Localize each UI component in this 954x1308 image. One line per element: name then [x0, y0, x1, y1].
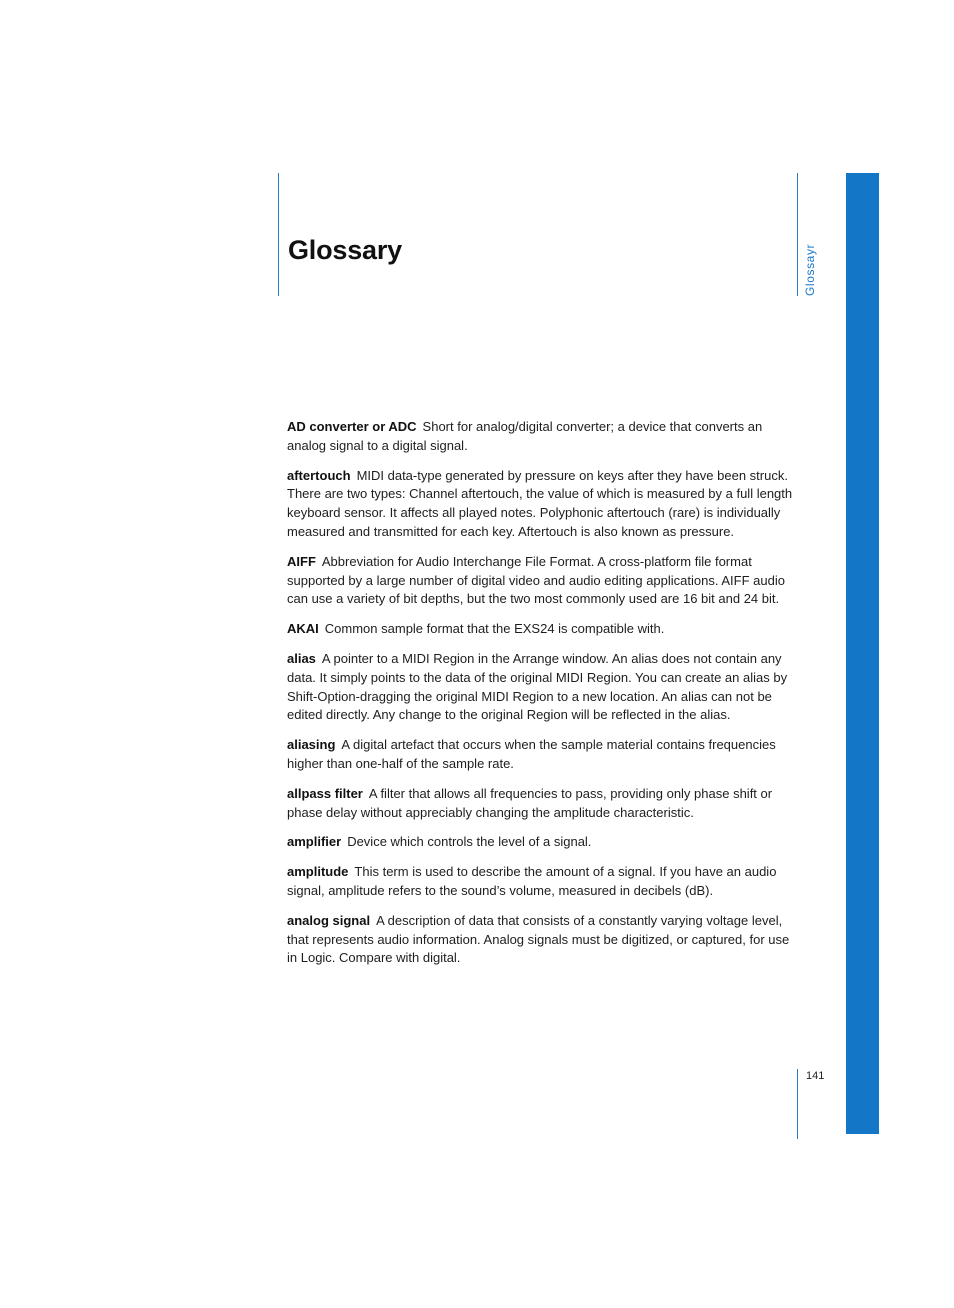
glossary-entry — [287, 912, 793, 968]
glossary-definition: Short for analog/digital converter; a device that converts an analog signal to a digital signal. — [287, 419, 763, 453]
glossary-entry — [287, 785, 793, 823]
glossary-entry — [287, 418, 793, 456]
glossary-term: amplitude — [287, 864, 349, 880]
glossary-entry — [287, 863, 793, 901]
glossary-entry — [287, 650, 793, 725]
glossary-term: AKAI — [287, 621, 319, 637]
chapter-side-tab — [846, 173, 879, 1134]
glossary-definition: Common sample format that the EXS24 is compatible with. — [324, 621, 665, 637]
glossary-term: AIFF — [287, 553, 316, 569]
glossary-entry — [287, 467, 793, 542]
glossary-definition: A pointer to a MIDI Region in the Arrange window. An alias does not contain any data. It simply points to the data of the original MIDI Region. You can create an alias by Shift-Option-dragging the original MIDI Region to a new location. An alias can not be edited directly. Any change to the original Region will be reflected in the alias. — [287, 650, 788, 723]
glossary-entry — [287, 553, 793, 609]
footer-rule-right — [797, 1069, 798, 1139]
glossary-term: alias — [287, 650, 316, 666]
glossary-definition: A filter that allows all frequencies to pass, providing only phase shift or phase delay without appreciably changing the amplitude characteristic. — [287, 785, 773, 820]
title-rule-right — [797, 173, 798, 296]
glossary-list — [287, 418, 793, 979]
glossary-entry — [287, 620, 793, 639]
glossary-term: amplifier — [287, 834, 342, 850]
glossary-definition: A digital artefact that occurs when the sample material contains frequencies higher than one-half of the sample rate. — [287, 737, 776, 771]
glossary-definition: Abbreviation for Audio Interchange File Format. A cross-platform file format supported by a large number of digital video and audio editing applications. AIFF audio can use a variety of bit depths, but the two most commonly used are 16 bit and 24 bit. — [287, 553, 785, 607]
glossary-term: aliasing — [287, 737, 336, 753]
glossary-definition: A description of data that consists of a constantly varying voltage level, that represents audio information. Analog signals must be digitized, or captured, for use in Logic. Compare with digital. — [287, 912, 790, 966]
glossary-entry — [287, 736, 793, 774]
glossary-definition: This term is used to describe the amount of a signal. If you have an audio signal, amplitude refers to the sound’s volume, measured in decibels (dB). — [287, 864, 777, 898]
page-number: 141 — [806, 1070, 825, 1082]
glossary-term: analog signal — [287, 912, 371, 928]
glossary-term: AD converter or ADC — [287, 419, 417, 434]
title-rule-left — [278, 173, 279, 296]
page-title: Glossary — [288, 235, 402, 265]
glossary-term: allpass filter — [287, 785, 363, 801]
glossary-term: aftertouch — [287, 467, 351, 483]
glossary-definition: Device which controls the level of a signal. — [347, 834, 592, 850]
glossary-definition: MIDI data-type generated by pressure on keys after they have been struck. There are two types: Channel aftertouch, the value of which is measured by a full length keyboard sensor. It affects all played notes. Polyphonic aftertouch (rare) is individually measured and transmitted for each key. Aftertouch is also known as pressure. — [287, 467, 793, 539]
glossary-entry — [287, 833, 793, 852]
side-tab-label: Glossayr — [803, 243, 817, 296]
